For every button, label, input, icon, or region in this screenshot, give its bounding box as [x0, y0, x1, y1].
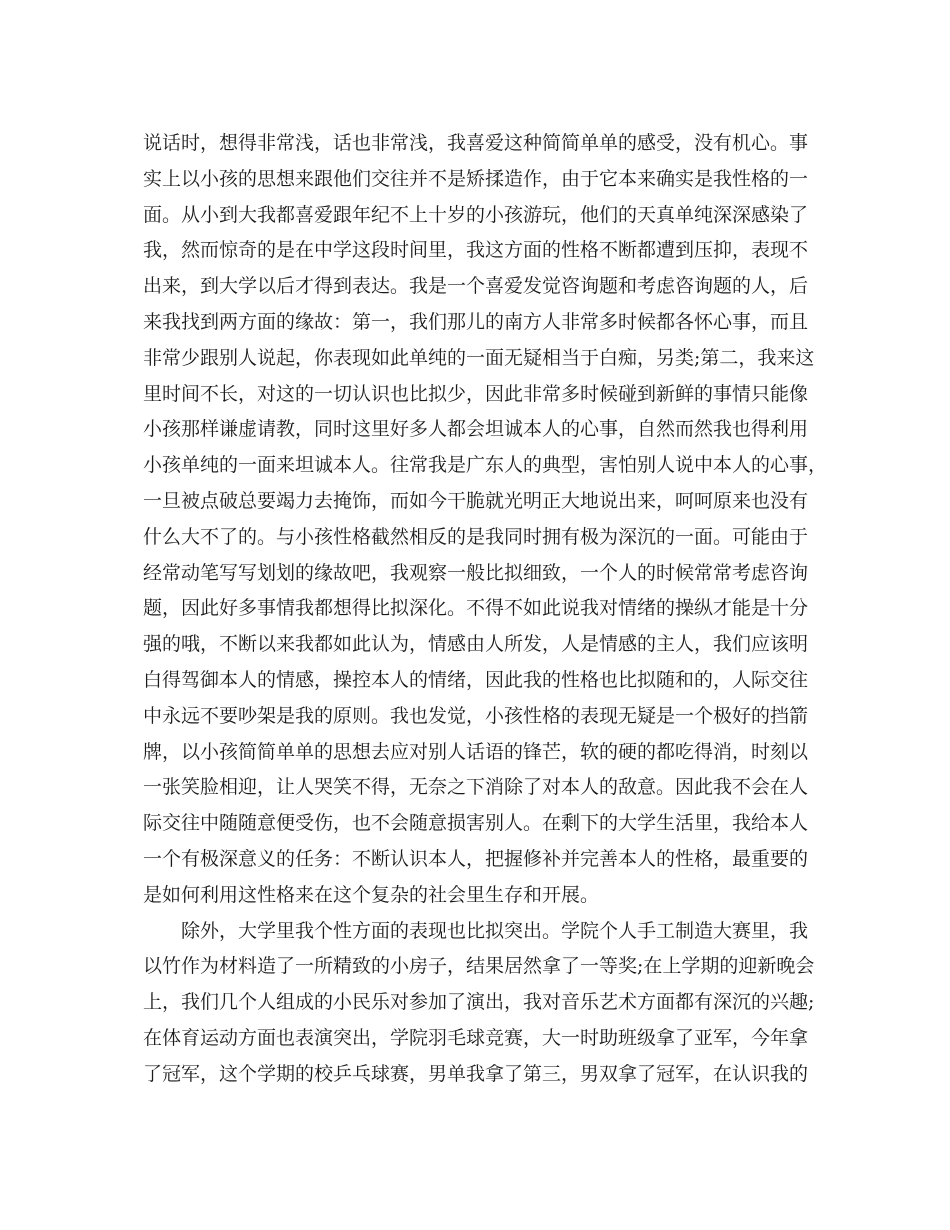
paragraph-line: 在体育运动方面也表演突出，学院羽毛球竞赛，大一时助班级拿了亚军，今年拿 [143, 1026, 809, 1049]
paragraph-line: 什么大不了的。与小孩性格截然相反的是我同时拥有极为深沉的一面。可能由于 [143, 525, 809, 548]
paragraph-1 [143, 126, 828, 914]
paragraph-2 [143, 914, 815, 1093]
paragraph-line: 非常少跟别人说起，你表现如此单纯的一面无疑相当于白痴，另类;第二，我来这 [143, 346, 815, 369]
paragraph-line: 面。从小到大我都喜爱跟年纪不上十岁的小孩游玩，他们的天真单纯深深感染了 [143, 203, 809, 226]
paragraph-line: 经常动笔写写划划的缘故吧，我观察一般比拟细致，一个人的时候常常考虑咨询 [143, 561, 809, 584]
paragraph-line: 出来，到大学以后才得到表达。我是一个喜爱发觉咨询题和考虑咨询题的人，后 [143, 275, 809, 298]
paragraph-line: 题，因此好多事情我都想得比拟深化。不得不如此说我对情绪的操纵才能是十分 [143, 597, 809, 620]
paragraph-line: 是如何利用这性格来在这个复杂的社会里生存和开展。 [143, 883, 600, 906]
paragraph-line: 我，然而惊奇的是在中学这段时间里，我这方面的性格不断都遭到压抑，表现不 [143, 239, 809, 262]
document-body [143, 126, 828, 1093]
paragraph-line: 实上以小孩的思想来跟他们交往并不是矫揉造作，由于它本来确实是我性格的一 [143, 167, 809, 190]
paragraph-line: 了冠军，这个学期的校乒乓球赛，男单我拿了第三，男双拿了冠军，在认识我的 [143, 1062, 809, 1085]
paragraph-line: 一张笑脸相迎，让人哭笑不得，无奈之下消除了对本人的敌意。因此我不会在人 [143, 776, 809, 799]
paragraph-line: 小孩那样谦虚请教，同时这里好多人都会坦诚本人的心事，自然而然我也得利用 [143, 418, 809, 441]
paragraph-line: 一个有极深意义的任务：不断认识本人，把握修补并完善本人的性格，最重要的 [143, 847, 809, 870]
paragraph-line: 白得驾御本人的情感，操控本人的情绪，因此我的性格也比拟随和的，人际交往 [143, 668, 809, 691]
paragraph-line: 际交往中随随意便受伤，也不会随意损害别人。在剩下的大学生活里，我给本人 [143, 812, 809, 835]
paragraph-line: 一旦被点破总要竭力去掩饰，而如今干脆就光明正大地说出来，呵呵原来也没有 [143, 489, 809, 512]
paragraph-line: 里时间不长，对这的一切认识也比拟少，因此非常多时候碰到新鲜的事情只能像 [143, 382, 809, 405]
paragraph-line: 中永远不要吵架是我的原则。我也发觉，小孩性格的表现无疑是一个极好的挡箭 [143, 704, 809, 727]
paragraph-line: 除外，大学里我个性方面的表现也比拟突出。学院个人手工制造大赛里，我 [181, 919, 809, 942]
paragraph-line: 以竹作为材料造了一所精致的小房子，结果居然拿了一等奖;在上学期的迎新晚会 [143, 955, 815, 978]
paragraph-line: 小孩单纯的一面来坦诚本人。往常我是广东人的典型，害怕别人说中本人的心事， [143, 454, 828, 477]
paragraph-line: 来我找到两方面的缘故：第一，我们那儿的南方人非常多时候都各怀心事，而且 [143, 310, 809, 333]
paragraph-line: 上，我们几个人组成的小民乐对参加了演出，我对音乐艺术方面都有深沉的兴趣; [143, 991, 815, 1014]
paragraph-line: 说话时，想得非常浅，话也非常浅，我喜爱这种简简单单的感受，没有机心。事 [143, 132, 809, 154]
paragraph-line: 强的哦，不断以来我都如此认为，情感由人所发，人是情感的主人，我们应该明 [143, 633, 809, 656]
paragraph-line: 牌，以小孩简简单单的思想去应对别人话语的锋芒，软的硬的都吃得消，时刻以 [143, 740, 809, 763]
